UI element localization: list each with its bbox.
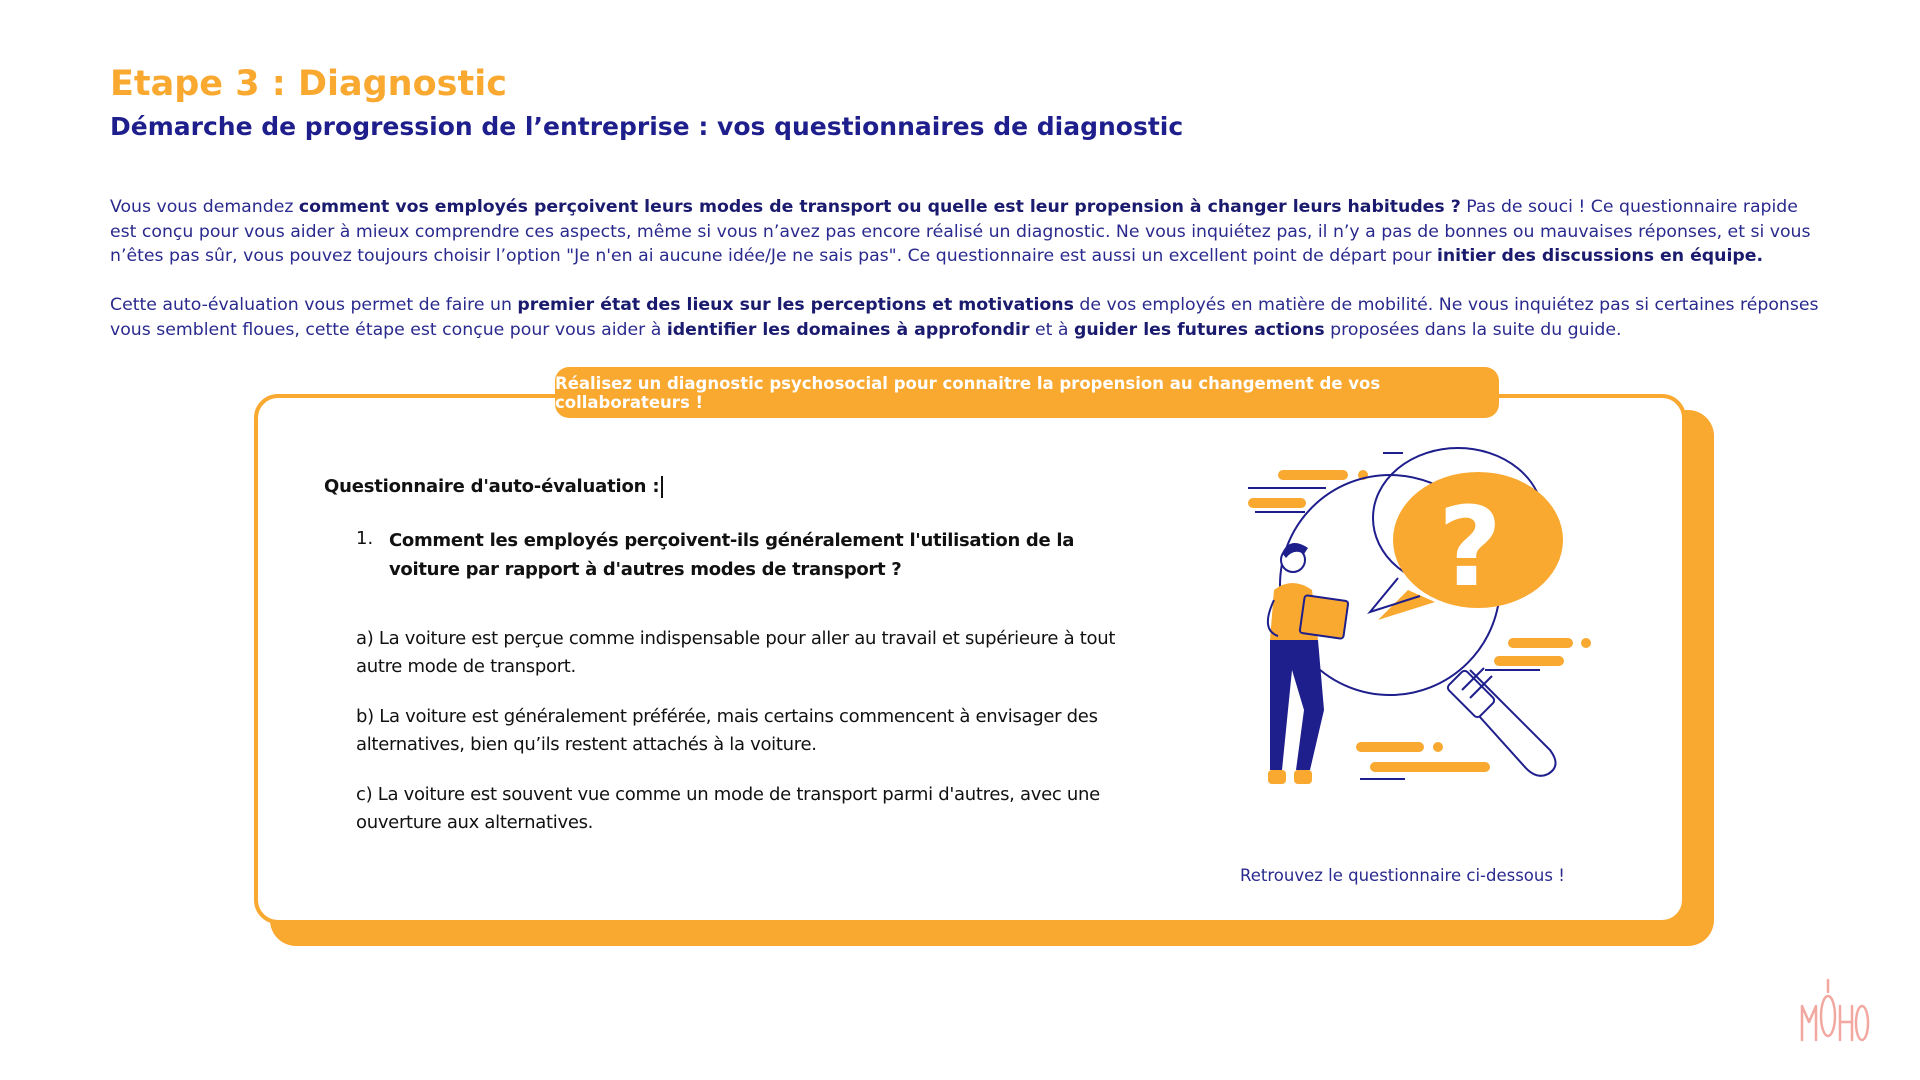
answer-a: a) La voiture est perçue comme indispensable pour aller au travail et supérieure à tout autre mode de transport. <box>356 628 1116 677</box>
p2-run-4: et à <box>1029 319 1074 340</box>
questionnaire-title-text: Questionnaire d'auto-évaluation : <box>324 476 660 497</box>
page-subtitle: Démarche de progression de l’entreprise : vos questionnaires de diagnostic <box>110 112 1184 141</box>
questionnaire-title <box>324 476 663 498</box>
intro-paragraph-1 <box>110 195 1825 269</box>
p2-run-1: premier état des lieux sur les perceptions et motivations <box>517 295 1074 315</box>
answer-b: b) La voiture est généralement préférée, mais certains commencent à envisager des alternatives, bien qu’ils restent attachés à la voiture. <box>356 706 1098 755</box>
p2-run-6: proposées dans la suite du guide. <box>1324 319 1622 340</box>
questionnaire-link[interactable]: Retrouvez le questionnaire ci-dessous ! <box>1240 866 1565 885</box>
speech-bubble <box>1370 448 1563 620</box>
person-magnifier-question-icon <box>1230 440 1610 820</box>
page-title: Etape 3 : Diagnostic <box>110 64 507 104</box>
question-number: 1. <box>356 528 374 549</box>
p1-run-1: comment vos employés perçoivent leurs modes de transport ou quelle est leur propension à changer leurs habitudes ? <box>298 197 1461 217</box>
question-mark-icon: ? <box>1438 483 1502 611</box>
p2-run-0: Cette auto-évaluation vous permet de faire un <box>110 295 518 315</box>
p2-run-3: identifier les domaines à approfondir <box>666 319 1030 340</box>
text-cursor <box>661 476 663 498</box>
diagnostic-banner: Réalisez un diagnostic psychosocial pour connaitre la propension au changement de vos collaborateurs ! <box>555 367 1499 418</box>
p1-run-3: initier des discussions en équipe. <box>1436 246 1764 266</box>
p2-run-5: guider les futures actions <box>1073 319 1325 340</box>
moho-logo-icon <box>1798 976 1870 1042</box>
p2-run-2: de vos employés en matière de mobilité. Ne vous inquiétez pas si certaines réponses vous semblent floues, cette étape est conçue pour vous aider à <box>110 295 1819 340</box>
p1-run-0: Vous vous demandez <box>110 197 299 217</box>
p1-run-2: Pas de souci ! Ce questionnaire rapide est conçu pour vous aider à mieux comprendre ces aspects, même si vous n’avez pas encore réalisé un diagnostic. Ne vous inquiétez pas, il n’y a pas de bonnes ou mauvaises réponses, et si vous n’êtes pas sûr, vous pouvez toujours choisir l’option "Je n'en ai aucune idée/Je ne sais pas". Ce questionnaire est aussi un excellent point de départ pour <box>110 197 1811 266</box>
question-text: Comment les employés perçoivent-ils généralement l'utilisation de la voiture par rapport à d'autres modes de transport ? <box>389 530 1075 580</box>
answer-c: c) La voiture est souvent vue comme un mode de transport parmi d'autres, avec une ouverture aux alternatives. <box>356 784 1100 833</box>
intro-paragraph-2 <box>110 293 1825 342</box>
